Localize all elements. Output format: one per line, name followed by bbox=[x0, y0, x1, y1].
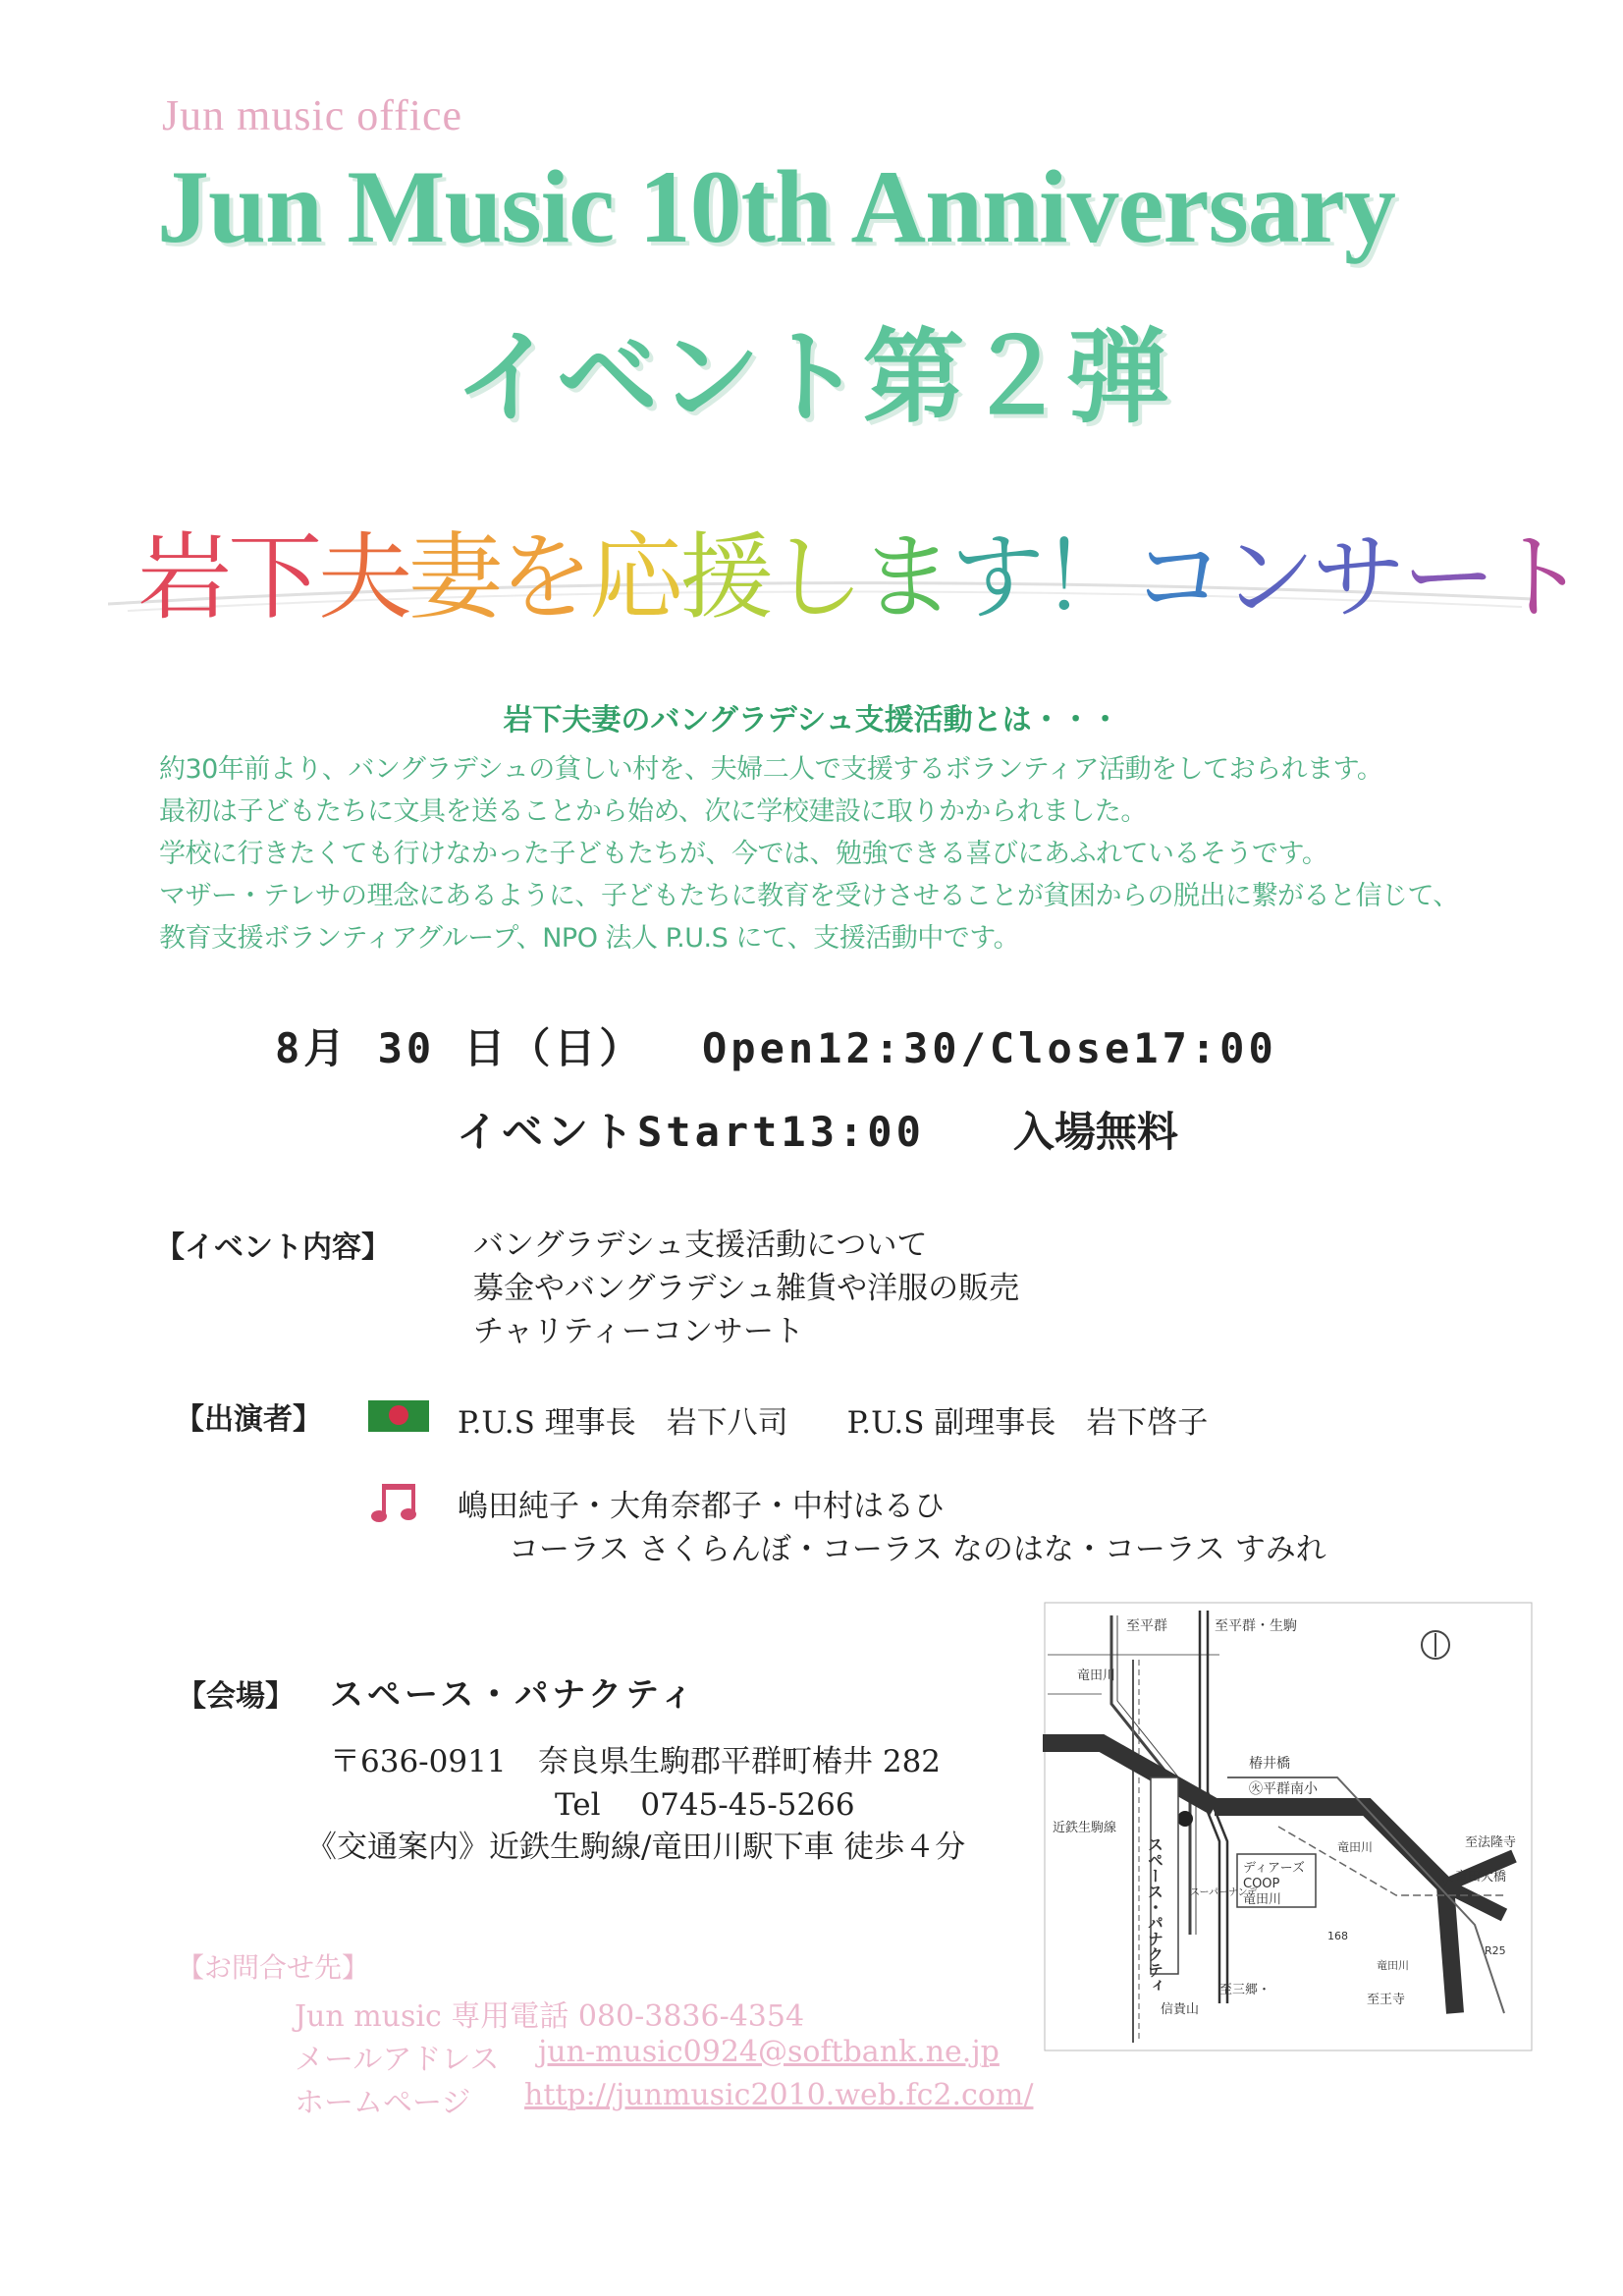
inquiry-hp-label: ホームページ bbox=[295, 2086, 471, 2120]
map-label: 至三郷・ bbox=[1219, 1983, 1271, 1997]
concert-title-char: ン bbox=[1221, 522, 1312, 632]
venue-tel: Tel 0745-45-5266 bbox=[555, 1787, 855, 1823]
concert-title-char: ト bbox=[1492, 522, 1583, 632]
concert-title bbox=[137, 503, 1583, 637]
pus-vice-chair: P.U.S 副理事長 岩下啓子 bbox=[846, 1405, 1209, 1441]
contents-label: 【イベント内容】 bbox=[155, 1230, 391, 1265]
map-label: スペース・パナクティ bbox=[1145, 1836, 1164, 1994]
map-label: 竜田大橋 bbox=[1455, 1870, 1507, 1885]
start-line bbox=[457, 1100, 1178, 1159]
office-name: Jun music office bbox=[162, 91, 463, 139]
musicians: 嶋田純子・大角奈都子・中村はるひ bbox=[458, 1489, 945, 1524]
event-date: 8月 30 日（日） bbox=[275, 1024, 645, 1072]
map-label: COOP bbox=[1243, 1877, 1280, 1891]
map-label: 至王寺 bbox=[1367, 1993, 1406, 2007]
venue-label: 【会場】 bbox=[177, 1679, 295, 1714]
contents-item: チャリティーコンサート bbox=[473, 1314, 804, 1349]
map-label: 竜田川 bbox=[1377, 1959, 1409, 1972]
concert-title-char: 岩 bbox=[137, 522, 228, 632]
about-line: 教育支援ボランティアグループ、NPO 法人 P.U.S にて、支援活動中です。 bbox=[159, 923, 1020, 954]
concert-title-char: 援 bbox=[679, 522, 770, 632]
concert-title-char: ー bbox=[1402, 522, 1492, 632]
about-line: 学校に行きたくても行けなかった子どもたちが、今では、勉強できる喜びにあふれているそうです。 bbox=[159, 839, 1328, 869]
page-title: Jun Music 10th Anniversary bbox=[157, 149, 1395, 264]
concert-title-char: 妻 bbox=[408, 522, 499, 632]
contents-list bbox=[473, 1224, 1019, 1353]
about-heading: 岩下夫妻のバングラデシュ支援活動とは・・・ bbox=[503, 703, 1120, 738]
concert-title-char: を bbox=[499, 522, 589, 632]
concert-title-char: コ bbox=[1131, 522, 1221, 632]
map-label: 竜田川 bbox=[1077, 1668, 1116, 1683]
about-line: 最初は子どもたちに文具を送ることから始め、次に学校建設に取りかかられました。 bbox=[159, 796, 1147, 827]
concert-title-char: ！ bbox=[1041, 522, 1131, 632]
event-start-time: イベントStart13:00 bbox=[457, 1108, 925, 1156]
contents-item: バングラデシュ支援活動について bbox=[473, 1228, 928, 1263]
choirs: コーラス さくらんぼ・コーラス なのはな・コーラス すみれ bbox=[509, 1532, 1326, 1567]
page-subtitle: イベント第２弾 bbox=[454, 317, 1169, 437]
map-label: 至法隆寺 bbox=[1465, 1835, 1517, 1850]
contents-item: 募金やバングラデシュ雑貨や洋服の販売 bbox=[473, 1271, 1020, 1306]
map-label: R25 bbox=[1485, 1944, 1506, 1957]
access-map bbox=[1043, 1601, 1534, 2052]
admission-free: 入場無料 bbox=[1012, 1108, 1178, 1156]
map-label: 近鉄生駒線 bbox=[1053, 1821, 1117, 1835]
map-label: 椿井橋 bbox=[1249, 1756, 1290, 1772]
inquiry-phone: Jun music 専用電話 080-3836-4354 bbox=[295, 1999, 805, 2034]
music-note-icon bbox=[368, 1478, 423, 1527]
inquiry-label: 【お問合せ先】 bbox=[177, 1951, 370, 1984]
inquiry-mail-label: メールアドレス bbox=[295, 2043, 500, 2077]
concert-title-char: サ bbox=[1312, 522, 1402, 632]
inquiry-hp-link[interactable]: http://junmusic2010.web.fc2.com/ bbox=[524, 2078, 1034, 2112]
flag-disc bbox=[389, 1405, 408, 1425]
concert-title-char: 応 bbox=[589, 522, 679, 632]
performers-label: 【出演者】 bbox=[175, 1402, 322, 1437]
pus-performers bbox=[458, 1397, 1208, 1442]
concert-title-char: し bbox=[770, 522, 860, 632]
concert-title-char: 下 bbox=[228, 522, 318, 632]
venue-access: 《交通案内》近鉄生駒線/竜田川駅下車 徒歩４分 bbox=[306, 1830, 966, 1865]
about-line: マザー・テレサの理念にあるように、子どもたちに教育を受けさせることが貧困からの脱出に繋がると信じて、 bbox=[159, 881, 1459, 911]
map-label: スーパーナンデ bbox=[1190, 1887, 1258, 1898]
venue-postal-code: 〒636-0911 bbox=[330, 1744, 507, 1779]
about-line: 約30年前より、バングラデシュの貧しい村を、夫婦二人で支援するボランティア活動をしておられます。 bbox=[159, 754, 1383, 785]
concert-title-char: 夫 bbox=[318, 522, 408, 632]
map-label: 信貴山 bbox=[1161, 2002, 1200, 2017]
map-label: 至平群・生駒 bbox=[1215, 1618, 1297, 1634]
inquiry-mail-link[interactable]: jun-music0924@softbank.ne.jp bbox=[538, 2035, 1000, 2069]
map-label: 竜田川 bbox=[1243, 1892, 1282, 1907]
map-label: 竜田川 bbox=[1337, 1840, 1374, 1854]
date-line bbox=[275, 1016, 1277, 1075]
venue-marker bbox=[1177, 1811, 1193, 1827]
map-label: ディアーズ bbox=[1243, 1861, 1305, 1876]
about-text bbox=[159, 748, 1459, 959]
concert-title-char: ま bbox=[860, 522, 950, 632]
open-close-time: Open12:30/Close17:00 bbox=[702, 1024, 1277, 1072]
map-label: ㊋平群南小 bbox=[1249, 1781, 1318, 1797]
venue-address: 奈良県生駒郡平群町椿井 282 bbox=[538, 1744, 942, 1779]
concert-title-char: す bbox=[950, 522, 1041, 632]
venue-name: スペース・パナクティ bbox=[330, 1675, 698, 1715]
pus-chair: P.U.S 理事長 岩下八司 bbox=[458, 1405, 788, 1441]
map-label: 168 bbox=[1327, 1930, 1348, 1942]
map-label: 至平群 bbox=[1126, 1618, 1167, 1634]
